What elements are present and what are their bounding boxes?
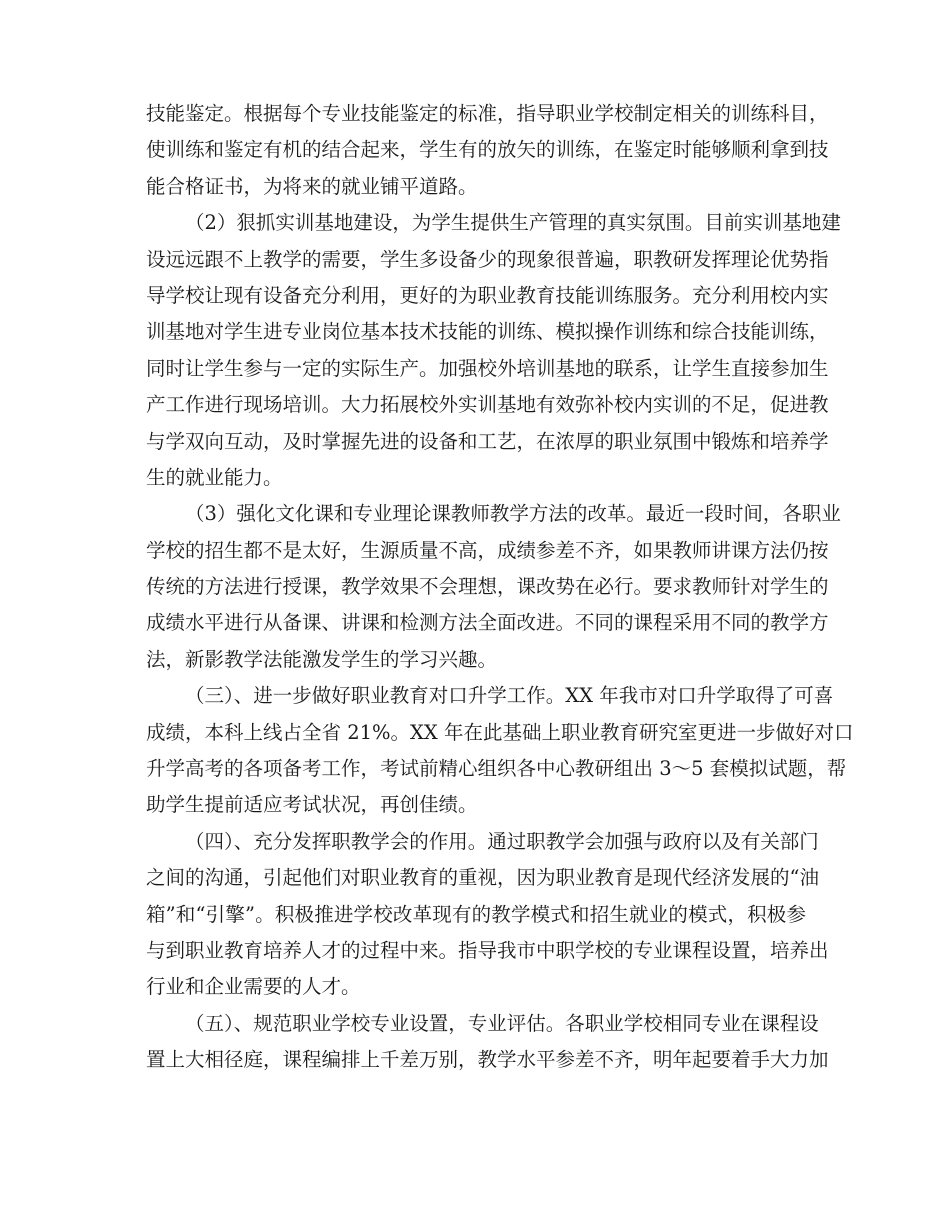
text-line: 技能鉴定。根据每个专业技能鉴定的标准，指导职业学校制定相关的训练科目， bbox=[146, 102, 829, 125]
document-body bbox=[146, 96, 854, 1079]
text-line: 法，新影教学法能激发学生的学习兴趣。 bbox=[146, 647, 498, 671]
text-line: 能合格证书，为将来的就业铺平道路。 bbox=[146, 174, 478, 198]
text-line: （2）狠抓实训基地建设，为学生提供生产管理的真实氛围。目前实训基地建 bbox=[185, 211, 841, 235]
text-line: 导学校让现有设备充分利用，更好的为职业教育技能训练服务。充分利用校内实 bbox=[146, 283, 829, 307]
text-line: 与到职业教育培养人才的过程中来。指导我市中职学校的专业课程设置，培养出 bbox=[146, 938, 829, 962]
text-line: （四）、充分发挥职教学会的作用。通过职教学会加强与政府以及有关部门 bbox=[185, 829, 819, 853]
text-line: 升学高考的各项备考工作，考试前精心组织各中心教研组出 3～5 套模拟试题，帮 bbox=[146, 757, 847, 781]
text-line: 产工作进行现场培训。大力拓展校外实训基地有效弥补校内实训的不足，促进教 bbox=[146, 393, 829, 417]
text-line: 置上大相径庭，课程编排上千差万别，教学水平参差不齐，明年起要着手大力加 bbox=[146, 1048, 829, 1072]
text-line: （五）、规范职业学校专业设置，专业评估。各职业学校相同专业在课程设 bbox=[185, 1011, 819, 1035]
text-line: 学校的招生都不是太好，生源质量不高，成绩参差不齐，如果教师讲课方法仍按 bbox=[146, 538, 829, 562]
text-line: （3）强化文化课和专业理论课教师教学方法的改革。最近一段时间，各职业 bbox=[185, 502, 841, 526]
text-line: 与学双向互动，及时掌握先进的设备和工艺，在浓厚的职业氛围中锻炼和培养学 bbox=[146, 429, 829, 453]
text-line: 箱”和“引擎”。积极推进学校改革现有的教学模式和招生就业的模式，积极参 bbox=[146, 902, 806, 926]
text-line: 传统的方法进行授课，教学效果不会理想，课改势在必行。要求教师针对学生的 bbox=[146, 575, 829, 599]
text-line: 助学生提前适应考试状况，再创佳绩。 bbox=[146, 793, 478, 817]
text-line: 同时让学生参与一定的实际生产。加强校外培训基地的联系，让学生直接参加生 bbox=[146, 356, 829, 380]
text-line: 行业和企业需要的人才。 bbox=[146, 975, 361, 999]
text-line: 使训练和鉴定有机的结合起来，学生有的放矢的训练，在鉴定时能够顺利拿到技 bbox=[146, 138, 829, 162]
text-line: 成绩水平进行从备课、讲课和检测方法全面改进。不同的课程采用不同的教学方 bbox=[146, 611, 829, 635]
text-line: 成绩，本科上线占全省 21%。XX 年在此基础上职业教育研究室更进一步做好对口 bbox=[146, 720, 854, 744]
text-line: 设远远跟不上教学的需要，学生多设备少的现象很普遍，职教研发挥理论优势指 bbox=[146, 247, 829, 271]
text-line: 训基地对学生进专业岗位基本技术技能的训练、模拟操作训练和综合技能训练， bbox=[146, 320, 829, 344]
text-line: （三）、进一步做好职业教育对口升学工作。XX 年我市对口升学取得了可喜 bbox=[185, 684, 834, 708]
text-line: 生的就业能力。 bbox=[146, 465, 283, 489]
text-line: 之间的沟通，引起他们对职业教育的重视，因为职业教育是现代经济发展的“油 bbox=[146, 866, 819, 890]
